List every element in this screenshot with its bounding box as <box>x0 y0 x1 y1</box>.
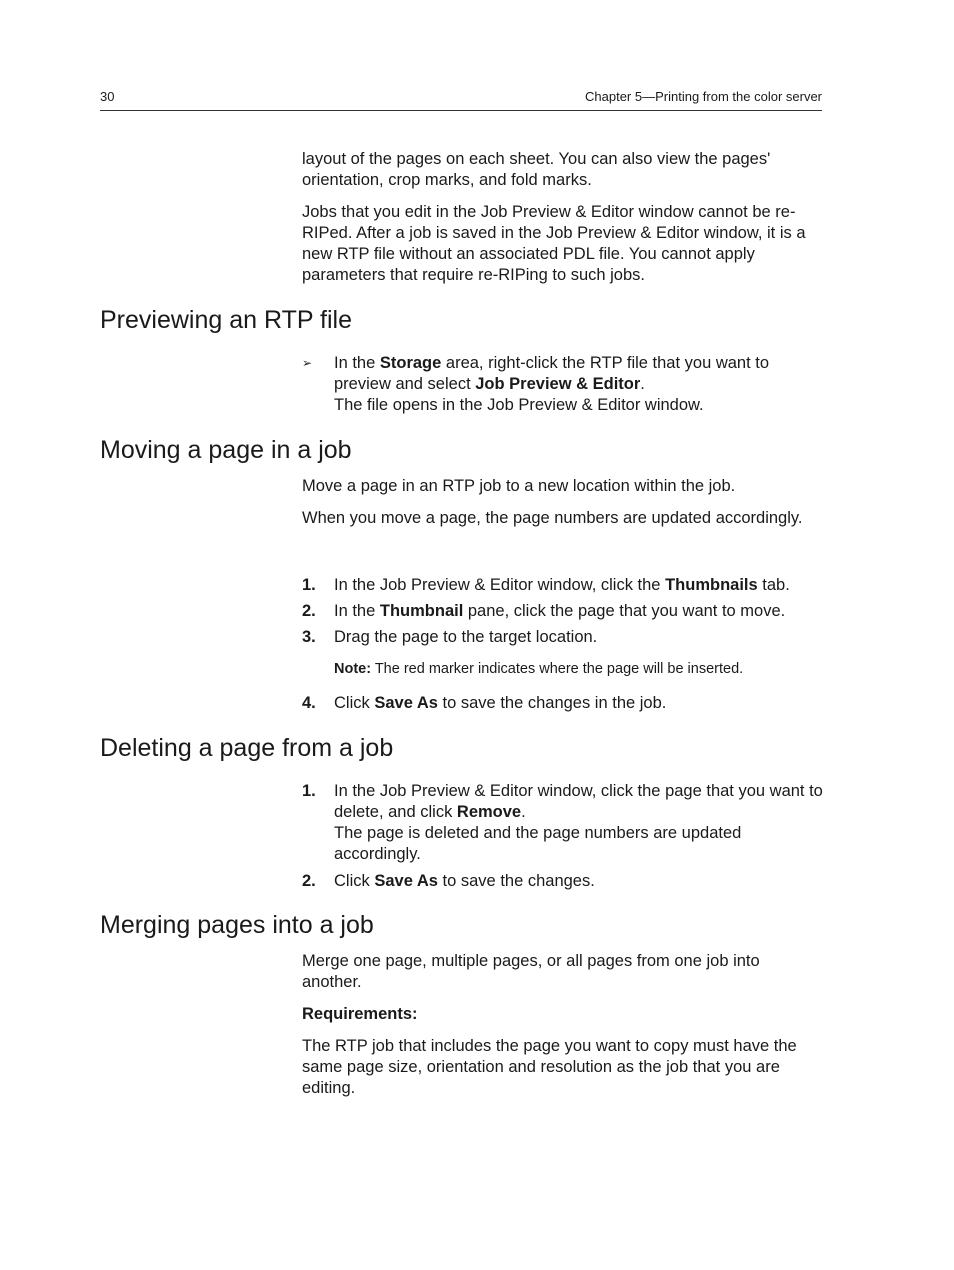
step-result: The file opens in the Job Preview & Editor window. <box>334 396 704 414</box>
text: pane, click the page that you want to move. <box>463 602 786 620</box>
page-header <box>100 88 822 111</box>
page-number: 30 <box>100 89 115 104</box>
heading-previewing: Previewing an RTP file <box>100 306 352 334</box>
merging-paragraph-2: The RTP job that includes the page you want to copy must have the same page size, orientation and resolution as the job that you are editing. <box>302 1037 797 1097</box>
step-text <box>334 871 824 892</box>
step-number: 2. <box>302 872 316 890</box>
step-text: Drag the page to the target location. <box>334 628 598 646</box>
text: Click <box>334 694 375 712</box>
heading-deleting: Deleting a page from a job <box>100 734 394 762</box>
ui-term: Job Preview & Editor <box>475 375 641 393</box>
requirements-label: Requirements: <box>302 1005 418 1023</box>
text: Click <box>334 872 375 890</box>
step-number: 4. <box>302 694 316 712</box>
text: to save the changes. <box>437 872 595 890</box>
ui-term: Save As <box>374 872 438 890</box>
step-number: 1. <box>302 782 316 800</box>
text: . <box>640 375 645 393</box>
moving-paragraph-2: When you move a page, the page numbers are updated accordingly. <box>302 509 803 527</box>
step-number: 3. <box>302 628 316 646</box>
step-result: The page is deleted and the page numbers are updated accordingly. <box>334 824 742 863</box>
step-text <box>334 575 834 596</box>
ui-term: Storage <box>379 354 442 372</box>
step-number: 2. <box>302 602 316 620</box>
text: tab. <box>757 576 790 594</box>
text: In the Job Preview & Editor window, click the page that you want to delete, and click <box>334 782 823 821</box>
step-number: 1. <box>302 576 316 594</box>
note-label: Note: <box>334 661 372 677</box>
step-text <box>334 353 824 416</box>
text: . <box>521 803 526 821</box>
heading-merging: Merging pages into a job <box>100 911 374 939</box>
text: In the <box>334 354 380 372</box>
chapter-title: Chapter 5—Printing from the color server <box>585 89 822 104</box>
intro-paragraph-2: Jobs that you edit in the Job Preview & Editor window cannot be re-RIPed. After a job is saved in the Job Preview & Editor window, it is a new RTP file without an associated PDL file. You cannot apply parameters that require re-RIPing to such jobs. <box>302 203 806 284</box>
heading-moving: Moving a page in a job <box>100 436 352 464</box>
step-text <box>334 693 824 714</box>
note <box>334 660 822 679</box>
merging-paragraph-1: Merge one page, multiple pages, or all pages from one job into another. <box>302 952 760 991</box>
step-text <box>334 601 834 622</box>
arrow-bullet-icon: ➢ <box>302 356 313 370</box>
text: In the Job Preview & Editor window, click the <box>334 576 666 594</box>
text: In the <box>334 602 380 620</box>
step-text <box>334 781 824 865</box>
text: to save the changes in the job. <box>437 694 667 712</box>
ui-term: Thumbnails <box>665 576 758 594</box>
moving-paragraph-1: Move a page in an RTP job to a new location within the job. <box>302 477 736 495</box>
text: area, right-click the RTP file that you want to preview and select <box>334 354 770 393</box>
intro-paragraph-1: layout of the pages on each sheet. You can also view the pages' orientation, crop marks, and fold marks. <box>302 150 771 189</box>
note-text: The red marker indicates where the page will be inserted. <box>371 661 744 677</box>
ui-term: Thumbnail <box>379 602 464 620</box>
ui-term: Save As <box>374 694 438 712</box>
ui-term: Remove <box>456 803 522 821</box>
